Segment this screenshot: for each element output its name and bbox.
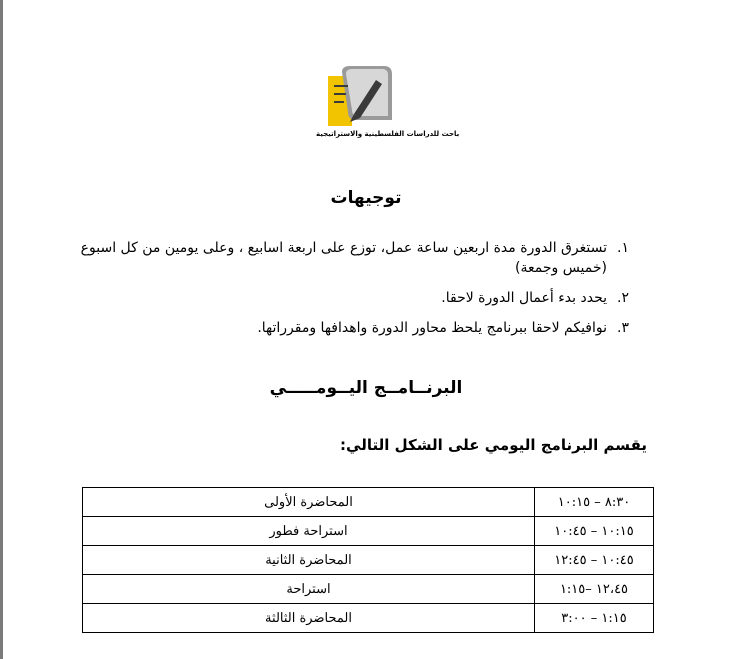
instruction-number: ٣. bbox=[617, 320, 629, 336]
daily-program-title: البرنــامــج اليــومـــــي bbox=[269, 378, 463, 398]
instruction-continuation: (خميس وجمعة) bbox=[515, 260, 607, 276]
schedule-time: ١٢،٤٥ –١:١٥ bbox=[535, 575, 654, 604]
table-row bbox=[83, 575, 654, 604]
instructions-list bbox=[69, 238, 629, 348]
instruction-text: يحدد بدء أعمال الدورة لاحقا. bbox=[441, 290, 607, 306]
logo-text: باحث للدراسات الفلسطينية والاستراتيجية bbox=[316, 130, 460, 138]
instruction-text: نوافيكم لاحقا ببرنامج يلحظ محاور الدورة واهدافها ومقرراتها. bbox=[257, 320, 607, 336]
schedule-time: ١:١٥ – ٣:٠٠ bbox=[535, 604, 654, 633]
page-edge bbox=[0, 0, 3, 659]
schedule-time: ١٠:٤٥ – ١٢:٤٥ bbox=[535, 546, 654, 575]
table-row bbox=[83, 546, 654, 575]
schedule-activity: المحاضرة الثالثة bbox=[83, 604, 535, 633]
instruction-item bbox=[69, 318, 629, 338]
logo-scroll-inner bbox=[346, 69, 388, 116]
table-row bbox=[83, 517, 654, 546]
schedule-intro: يقسم البرنامج اليومي على الشكل التالي: bbox=[340, 436, 647, 454]
instruction-text: تستغرق الدورة مدة اربعين ساعة عمل، توزع على اربعة اسابيع ، وعلى يومين من كل اسبوع bbox=[80, 240, 607, 256]
scroll-pen-icon bbox=[320, 64, 400, 132]
instruction-number: ١. bbox=[617, 240, 629, 256]
instruction-number: ٢. bbox=[617, 290, 629, 306]
instruction-line bbox=[69, 238, 629, 258]
table-row bbox=[83, 488, 654, 517]
schedule-time: ٨:٣٠ – ١٠:١٥ bbox=[535, 488, 654, 517]
instructions-heading: توجيهات bbox=[330, 188, 402, 208]
schedule-activity: المحاضرة الأولى bbox=[83, 488, 535, 517]
instruction-item bbox=[69, 238, 629, 278]
schedule-activity: استراحة bbox=[83, 575, 535, 604]
schedule-time: ١٠:١٥ – ١٠:٤٥ bbox=[535, 517, 654, 546]
table-row bbox=[83, 604, 654, 633]
schedule-table bbox=[82, 487, 654, 633]
schedule-activity: استراحة فطور bbox=[83, 517, 535, 546]
schedule-activity: المحاضرة الثانية bbox=[83, 546, 535, 575]
instruction-item bbox=[69, 288, 629, 308]
